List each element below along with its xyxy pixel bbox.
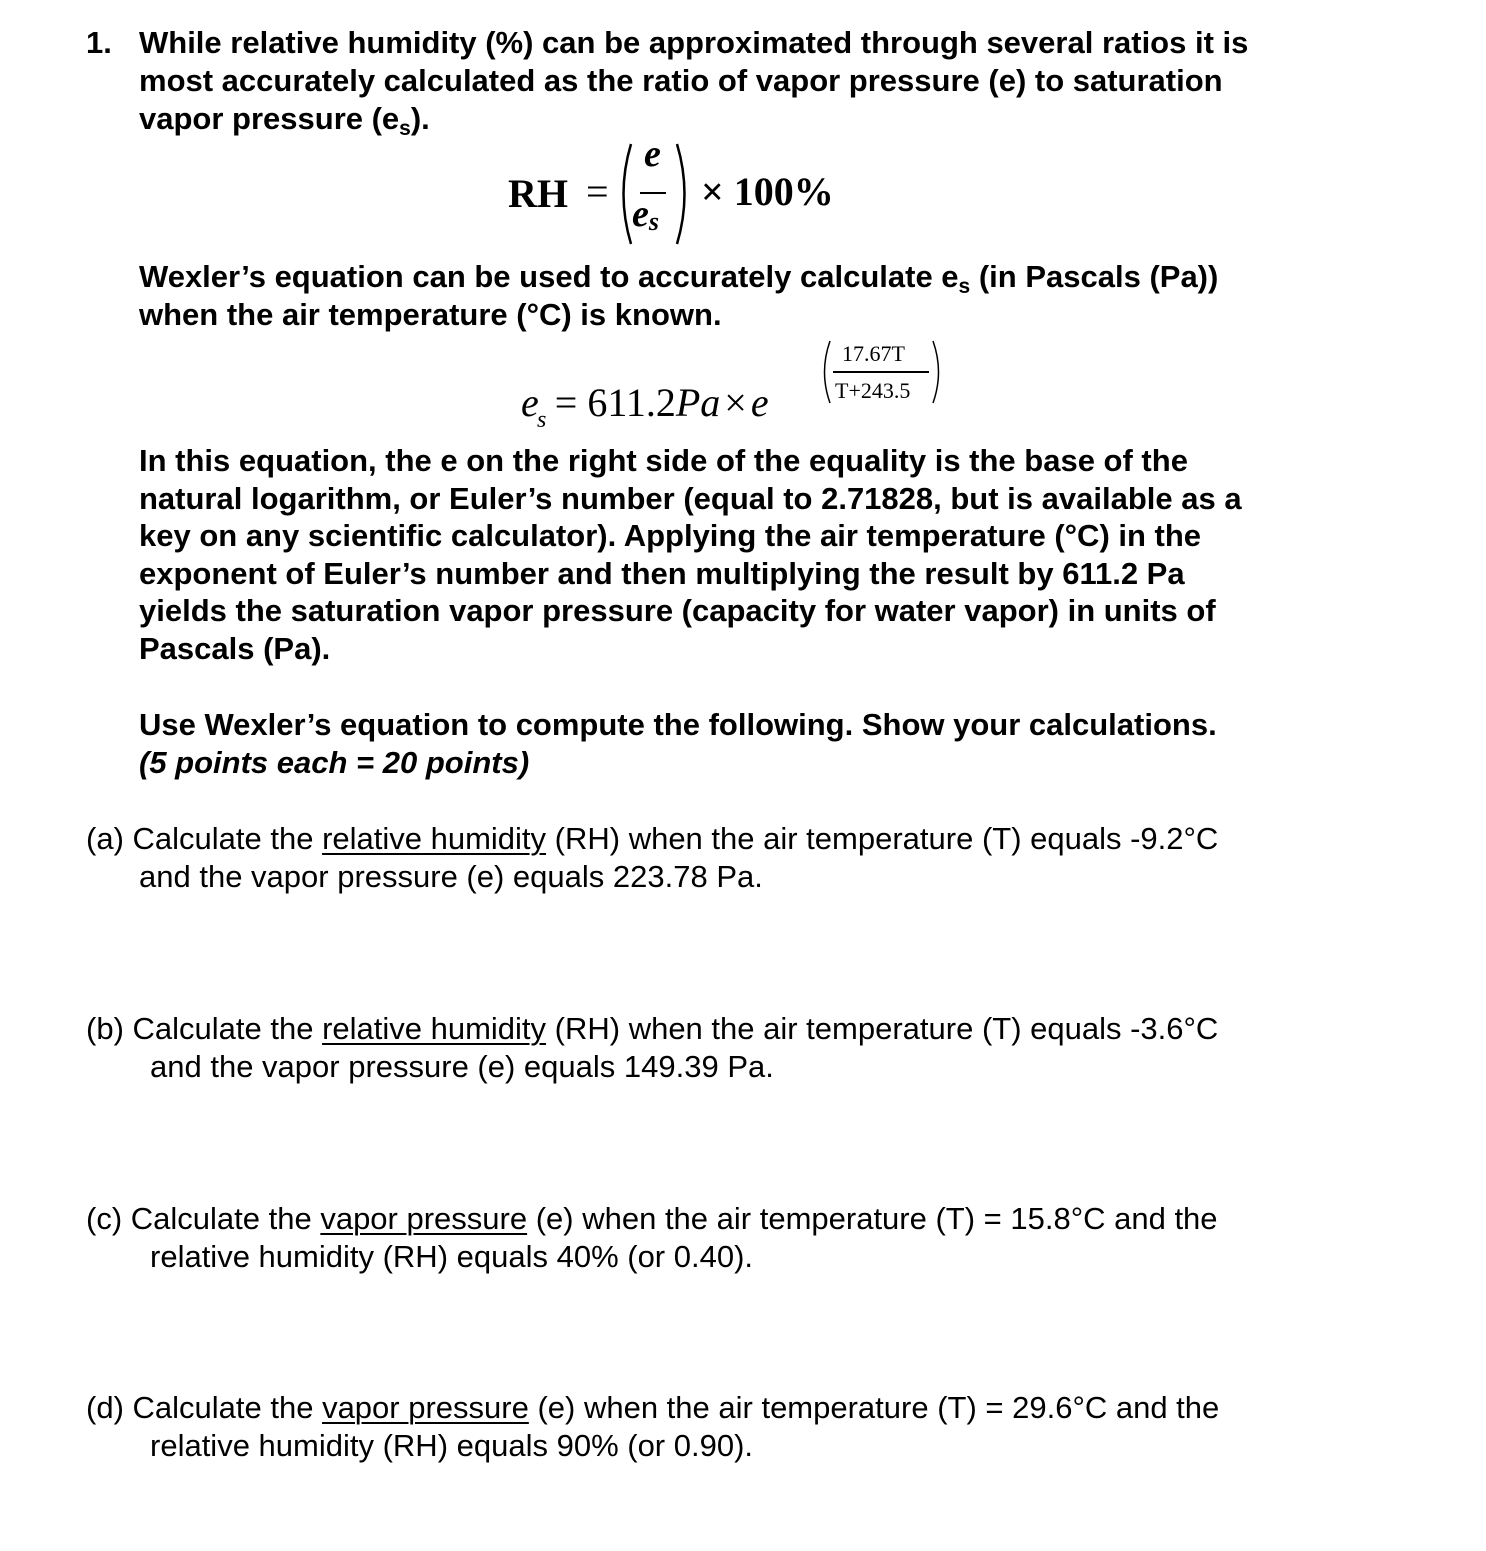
wexler-exponent-numerator: 17.67T	[842, 341, 905, 366]
explanation-line-1: In this equation, the e on the right side of the equality is the base of the	[139, 443, 1188, 478]
part-a-line-2: and the vapor pressure (e) equals 223.78 Pa.	[139, 859, 763, 894]
wexler-exponent-left-paren	[818, 339, 832, 405]
intro-line-3-subscript: s	[399, 117, 411, 140]
wexler-equation-base: e	[750, 380, 769, 425]
part-a-line-1	[86, 820, 1218, 858]
instructions-points: (5 points each = 20 points)	[139, 745, 530, 780]
part-c-line-1	[86, 1200, 1218, 1238]
explanation-line-3: key on any scientific calculator). Applying the air temperature (°C) in the	[139, 518, 1202, 553]
rh-equation-lhs: RH	[508, 171, 568, 216]
wexler-equation	[515, 335, 955, 435]
explanation-line-4: exponent of Euler’s number and then multiplying the result by 611.2 Pa	[139, 556, 1185, 591]
wexler-exponent-denominator: T+243.5	[835, 378, 911, 403]
explanation-line-5: yields the saturation vapor pressure (capacity for water vapor) in units of	[139, 593, 1216, 628]
instructions-line-1: Use Wexler’s equation to compute the following. Show your calculations.	[139, 707, 1217, 742]
wexler-intro-line-1-text: Wexler’s equation can be used to accurately calculate e	[139, 259, 959, 294]
part-a-rest: (RH) when the air temperature (T) equals -9.2°C	[546, 821, 1219, 856]
part-c-prefix: (c) Calculate the	[86, 1201, 321, 1236]
question-number: 1.	[86, 25, 112, 60]
wexler-equation-lhs-subscript: s	[537, 407, 547, 433]
part-a-underlined: relative humidity	[322, 821, 547, 856]
wexler-intro-line-2: when the air temperature (°C) is known.	[139, 297, 722, 332]
part-b-line-1	[86, 1010, 1218, 1048]
wexler-intro-subscript: s	[958, 275, 971, 298]
part-d-rest: (e) when the air temperature (T) = 29.6°C and the	[528, 1390, 1220, 1425]
rh-equation-numerator: e	[644, 133, 661, 175]
wexler-equation-main	[521, 379, 769, 426]
intro-line-1: While relative humidity (%) can be approximated through several ratios it is	[139, 25, 1249, 60]
intro-line-3-text: vapor pressure (e	[139, 101, 400, 136]
wexler-equation-lhs: e	[521, 380, 539, 425]
part-d-line-2: relative humidity (RH) equals 90% (or 0.90).	[150, 1428, 754, 1463]
part-b-underlined: relative humidity	[322, 1011, 547, 1046]
wexler-equation-times: ×	[724, 380, 747, 425]
part-b-prefix: (b) Calculate the	[86, 1011, 323, 1046]
part-c-underlined: vapor pressure	[320, 1201, 528, 1236]
intro-line-3-end: ).	[410, 101, 430, 136]
rh-equation-rhs: × 100%	[701, 169, 834, 214]
part-d-prefix: (d) Calculate the	[86, 1390, 323, 1425]
wexler-equation-unit: Pa	[675, 380, 721, 425]
rh-equation-denominator	[632, 192, 659, 236]
part-b-line-2: and the vapor pressure (e) equals 149.39 Pa.	[150, 1049, 774, 1084]
part-a-prefix: (a) Calculate the	[86, 821, 323, 856]
rh-equation-denominator-base: e	[632, 193, 649, 235]
wexler-intro-line-1-end: (in Pascals (Pa))	[970, 259, 1219, 294]
explanation-line-6: Pascals (Pa).	[139, 631, 331, 666]
intro-line-2: most accurately calculated as the ratio of vapor pressure (e) to saturation	[139, 63, 1223, 98]
explanation-line-2: natural logarithm, or Euler’s number (equal to 2.71828, but is available as a	[139, 481, 1242, 516]
rh-equation	[508, 133, 868, 248]
part-b-rest: (RH) when the air temperature (T) equals -3.6°C	[546, 1011, 1219, 1046]
part-d-underlined: vapor pressure	[322, 1390, 529, 1425]
rh-equation-denominator-subscript: s	[648, 207, 659, 236]
part-d-line-1	[86, 1389, 1219, 1427]
rh-equation-equals: =	[586, 169, 609, 214]
wexler-equation-constant: = 611.2	[554, 380, 676, 425]
part-c-line-2: relative humidity (RH) equals 40% (or 0.40).	[150, 1239, 754, 1274]
intro-line-3	[139, 100, 430, 138]
wexler-exponent-right-paren	[931, 339, 945, 405]
part-c-rest: (e) when the air temperature (T) = 15.8°C and the	[527, 1201, 1218, 1236]
rh-equation-left-paren	[614, 142, 634, 246]
wexler-exponent-fraction-bar	[833, 371, 929, 373]
wexler-intro-line-1	[139, 258, 1218, 296]
rh-equation-right-paren	[674, 142, 694, 246]
